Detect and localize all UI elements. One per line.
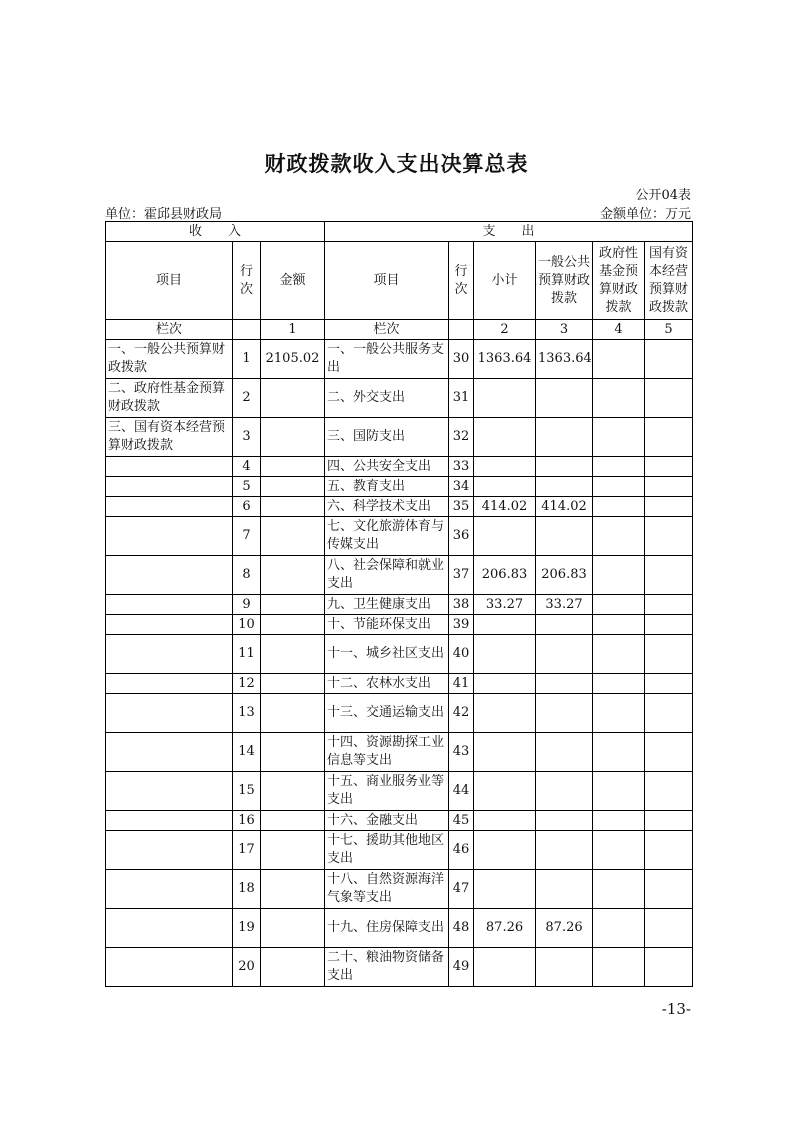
expense-row-no: 44 [449,772,474,811]
empty-cell [449,320,474,340]
table-row [106,870,693,909]
col-num-4: 4 [593,320,645,340]
expense-row-no: 31 [449,379,474,418]
expense-row-no: 46 [449,831,474,870]
reporting-unit: 单位：霍邱县财政局 [105,207,223,222]
income-amount [261,694,325,733]
table-row [106,831,693,870]
income-amount: 2105.02 [261,340,325,379]
income-item [106,595,233,615]
income-item: 一、一般公共预算财政拨款 [106,340,233,379]
table-row [106,595,693,615]
expense-row-no: 49 [449,948,474,987]
subtotal-value: 1363.64 [474,340,536,379]
state-capital-value [645,497,693,517]
subtotal-value [474,694,536,733]
expense-item: 二、外交支出 [325,379,449,418]
table-row [106,694,693,733]
state-capital-value [645,477,693,497]
expense-item: 十一、城乡社区支出 [325,635,449,674]
income-amount [261,379,325,418]
table-row [106,635,693,674]
income-row-no: 10 [233,615,261,635]
budget-table [105,221,693,987]
expense-row-no: 33 [449,457,474,477]
expense-item: 六、科学技术支出 [325,497,449,517]
expense-item: 十、节能环保支出 [325,615,449,635]
gov-fund-value [593,733,645,772]
income-row-no: 15 [233,772,261,811]
income-item [106,772,233,811]
column-header-row [106,242,693,320]
expense-row-no: 35 [449,497,474,517]
income-item [106,674,233,694]
general-budget-value [536,477,593,497]
gov-fund-value [593,340,645,379]
general-budget-value [536,418,593,457]
gov-fund-value [593,694,645,733]
expense-row-no: 34 [449,477,474,497]
general-budget-value: 33.27 [536,595,593,615]
income-row-no: 1 [233,340,261,379]
income-item [106,635,233,674]
expense-row-no: 43 [449,733,474,772]
gov-fund-value [593,811,645,831]
subtotal-value [474,635,536,674]
subtotal-value [474,517,536,556]
col-num-1: 1 [261,320,325,340]
general-budget-value [536,948,593,987]
income-header: 收 入 [106,222,325,242]
table-row [106,517,693,556]
gov-fund-value [593,831,645,870]
expense-item: 三、国防支出 [325,418,449,457]
table-row [106,418,693,457]
income-row-no: 7 [233,517,261,556]
income-row-no: 11 [233,635,261,674]
income-amount [261,870,325,909]
state-capital-value [645,909,693,948]
gov-fund-value [593,517,645,556]
subtotal-value [474,674,536,694]
expense-item: 七、文化旅游体育与传媒支出 [325,517,449,556]
income-item-header: 项目 [106,242,233,320]
expense-row-no-header: 行次 [449,242,474,320]
state-capital-value [645,517,693,556]
gov-fund-value [593,674,645,694]
table-row [106,674,693,694]
state-capital-value [645,418,693,457]
subtotal-header: 小计 [474,242,536,320]
state-capital-value [645,772,693,811]
table-row [106,733,693,772]
table-row [106,909,693,948]
income-col-label: 栏次 [106,320,233,340]
income-item [106,811,233,831]
expense-item: 八、社会保障和就业支出 [325,556,449,595]
income-amount [261,517,325,556]
expense-item: 十七、援助其他地区支出 [325,831,449,870]
subtotal-value: 206.83 [474,556,536,595]
income-amount [261,418,325,457]
table-row [106,497,693,517]
income-row-no: 14 [233,733,261,772]
income-item [106,615,233,635]
general-budget-value [536,694,593,733]
state-capital-value [645,733,693,772]
income-row-no: 6 [233,497,261,517]
state-capital-value [645,831,693,870]
subtotal-value [474,870,536,909]
subtotal-value [474,477,536,497]
table-row [106,811,693,831]
expense-item-header: 项目 [325,242,449,320]
expense-row-no: 38 [449,595,474,615]
income-row-no: 18 [233,870,261,909]
subtotal-value [474,772,536,811]
gov-fund-value [593,635,645,674]
income-row-no: 19 [233,909,261,948]
expense-row-no: 40 [449,635,474,674]
general-budget-value [536,635,593,674]
state-capital-value [645,379,693,418]
col-num-3: 3 [536,320,593,340]
subtotal-value: 414.02 [474,497,536,517]
expense-row-no: 42 [449,694,474,733]
income-row-no: 9 [233,595,261,615]
currency-unit: 金额单位：万元 [599,207,691,222]
subtotal-value: 33.27 [474,595,536,615]
state-capital-value [645,457,693,477]
income-amount [261,457,325,477]
expense-row-no: 32 [449,418,474,457]
income-amount [261,733,325,772]
income-item [106,831,233,870]
expense-item: 十八、自然资源海洋气象等支出 [325,870,449,909]
expense-row-no: 36 [449,517,474,556]
expense-item: 十九、住房保障支出 [325,909,449,948]
expense-item: 十二、农林水支出 [325,674,449,694]
expense-item: 一、一般公共服务支出 [325,340,449,379]
income-item [106,909,233,948]
income-item [106,948,233,987]
expense-item: 十三、交通运输支出 [325,694,449,733]
general-budget-value [536,772,593,811]
state-capital-value [645,556,693,595]
state-capital-header: 国有资本经营预算财政拨款 [645,242,693,320]
empty-cell [233,320,261,340]
table-row [106,379,693,418]
subtotal-value [474,615,536,635]
income-amount [261,674,325,694]
table-row [106,340,693,379]
expense-row-no: 39 [449,615,474,635]
table-row [106,457,693,477]
income-item [106,733,233,772]
gov-fund-value [593,418,645,457]
income-row-no: 2 [233,379,261,418]
gov-fund-value [593,772,645,811]
income-amount [261,772,325,811]
gov-fund-value [593,457,645,477]
income-row-no: 13 [233,694,261,733]
subtotal-value [474,418,536,457]
general-budget-value [536,379,593,418]
income-amount [261,831,325,870]
expense-row-no: 47 [449,870,474,909]
income-item [106,457,233,477]
subtotal-value [474,811,536,831]
state-capital-value [645,694,693,733]
gov-fund-value [593,477,645,497]
page-number: -13- [661,1000,691,1018]
gov-fund-value [593,870,645,909]
state-capital-value [645,948,693,987]
subtotal-value: 87.26 [474,909,536,948]
page-title: 财政拨款收入支出决算总表 [264,151,529,176]
income-row-no: 8 [233,556,261,595]
expense-item: 十四、资源勘探工业信息等支出 [325,733,449,772]
income-row-no: 12 [233,674,261,694]
gov-fund-value [593,497,645,517]
subtotal-value [474,379,536,418]
subtotal-value [474,831,536,870]
state-capital-value [645,870,693,909]
state-capital-value [645,615,693,635]
expense-row-no: 37 [449,556,474,595]
state-capital-value [645,595,693,615]
expense-row-no: 41 [449,674,474,694]
income-amount [261,635,325,674]
income-row-no-header: 行次 [233,242,261,320]
expense-row-no: 30 [449,340,474,379]
income-item [106,694,233,733]
income-row-no: 3 [233,418,261,457]
income-amount [261,497,325,517]
income-item [106,556,233,595]
expense-row-no: 45 [449,811,474,831]
table-row [106,615,693,635]
gov-fund-header: 政府性基金预算财政拨款 [593,242,645,320]
income-row-no: 16 [233,811,261,831]
income-row-no: 17 [233,831,261,870]
state-capital-value [645,635,693,674]
income-item: 二、政府性基金预算财政拨款 [106,379,233,418]
gov-fund-value [593,379,645,418]
table-row [106,772,693,811]
income-amount [261,595,325,615]
table-row [106,477,693,497]
income-item [106,497,233,517]
table-row [106,948,693,987]
gov-fund-value [593,948,645,987]
col-num-5: 5 [645,320,693,340]
general-budget-value [536,733,593,772]
subtotal-value [474,948,536,987]
general-budget-value [536,870,593,909]
subtotal-value [474,457,536,477]
general-budget-value [536,811,593,831]
expense-item: 四、公共安全支出 [325,457,449,477]
form-number: 公开04表 [635,188,691,203]
income-amount [261,556,325,595]
general-budget-value: 414.02 [536,497,593,517]
expense-row-no: 48 [449,909,474,948]
col-num-2: 2 [474,320,536,340]
general-budget-value: 87.26 [536,909,593,948]
gov-fund-value [593,595,645,615]
state-capital-value [645,811,693,831]
general-budget-header: 一般公共预算财政拨款 [536,242,593,320]
income-item [106,517,233,556]
general-budget-value [536,517,593,556]
gov-fund-value [593,556,645,595]
section-header-row [106,222,693,242]
expense-header: 支 出 [325,222,693,242]
income-amount [261,909,325,948]
income-item: 三、国有资本经营预算财政拨款 [106,418,233,457]
income-amount-header: 金额 [261,242,325,320]
income-item [106,870,233,909]
subtotal-value [474,733,536,772]
general-budget-value: 1363.64 [536,340,593,379]
income-row-no: 4 [233,457,261,477]
gov-fund-value [593,615,645,635]
income-row-no: 20 [233,948,261,987]
expense-item: 十六、金融支出 [325,811,449,831]
general-budget-value: 206.83 [536,556,593,595]
table-row [106,556,693,595]
state-capital-value [645,340,693,379]
general-budget-value [536,674,593,694]
expense-item: 五、教育支出 [325,477,449,497]
income-row-no: 5 [233,477,261,497]
gov-fund-value [593,909,645,948]
expense-item: 二十、粮油物资储备支出 [325,948,449,987]
expense-col-label: 栏次 [325,320,449,340]
income-amount [261,477,325,497]
column-number-row [106,320,693,340]
income-amount [261,811,325,831]
income-amount [261,615,325,635]
income-amount [261,948,325,987]
general-budget-value [536,615,593,635]
state-capital-value [645,674,693,694]
income-item [106,477,233,497]
general-budget-value [536,457,593,477]
general-budget-value [536,831,593,870]
expense-item: 十五、商业服务业等支出 [325,772,449,811]
expense-item: 九、卫生健康支出 [325,595,449,615]
